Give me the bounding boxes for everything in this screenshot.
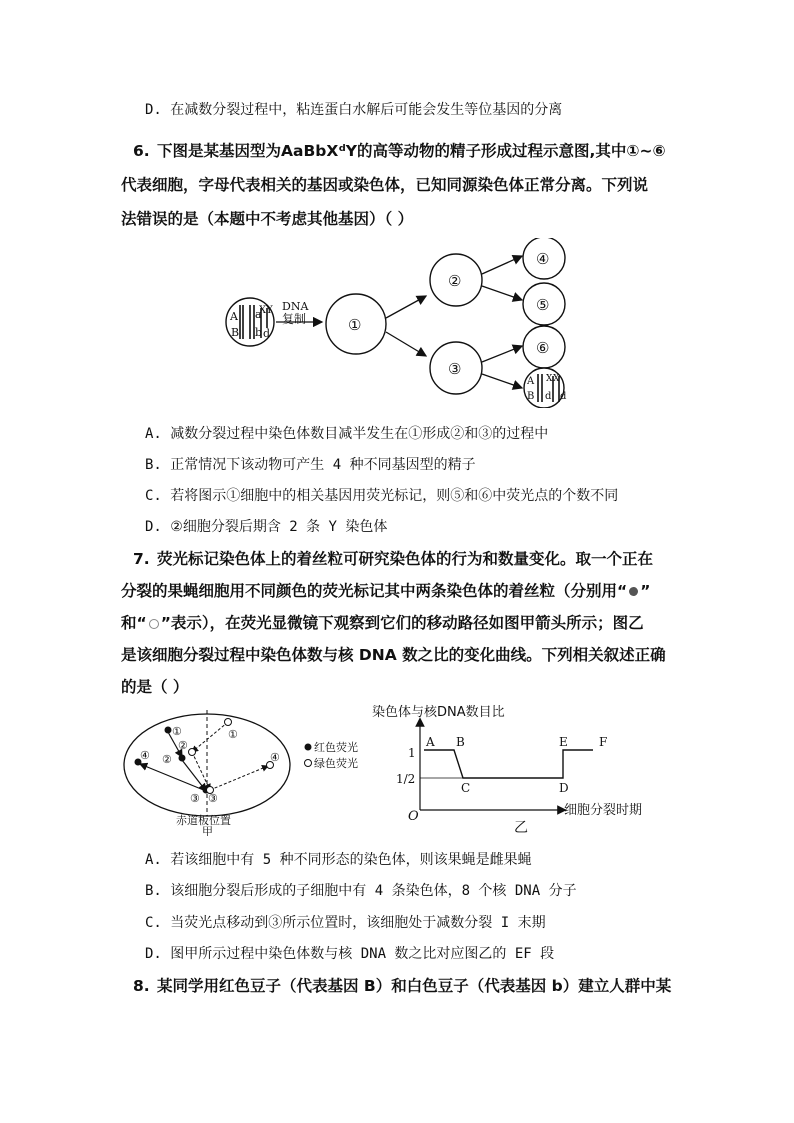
cell-6-label: ⑥ <box>536 339 550 357</box>
q6-option-b: B. 正常情况下该动物可产生 4 种不同基因型的精子 <box>145 457 476 473</box>
yi-curve <box>424 750 593 778</box>
q5-option-d: D. 在减数分裂过程中，粘连蛋白水解后可能会发生等位基因的分离 <box>145 102 563 118</box>
final-gene-B: B <box>527 391 535 402</box>
cell-3-label: ③ <box>448 360 462 378</box>
replicate-label: 复制 <box>282 312 307 326</box>
final-gene-A: A <box>527 376 535 387</box>
jia-label-2a: ② <box>178 739 188 752</box>
red-dot-2 <box>179 755 186 762</box>
jia-caption-label: 甲 <box>202 825 213 836</box>
cell-outline <box>124 714 290 816</box>
dna-label: DNA <box>282 300 309 313</box>
green-dot-2 <box>189 749 196 756</box>
yi-point-E: E <box>559 735 568 749</box>
gene-a: a <box>255 308 262 321</box>
yi-caption: 乙 <box>514 820 528 834</box>
cell-4-label: ④ <box>536 250 550 268</box>
q7-stem-line-2 <box>121 581 650 601</box>
q6-option-d: D. ②细胞分裂后期含 2 条 Y 染色体 <box>145 519 388 535</box>
q7-stem-text-2a: 分裂的果蝇细胞用不同颜色的荧光标记其中两条染色体的着丝粒（分别用“ <box>121 582 628 600</box>
yi-ytick-1: 1 <box>408 746 416 760</box>
yi-point-B: B <box>456 735 465 749</box>
q7-stem-line-4: 是该细胞分裂过程中染色体数与核 DNA 数之比的变化曲线。下列相关叙述正确 <box>121 646 666 664</box>
legend-green-dot <box>305 760 312 767</box>
q7-option-d: D. 图甲所示过程中染色体数与核 DNA 数之比对应图乙的 EF 段 <box>145 946 555 962</box>
q7-figure-jia <box>120 706 380 836</box>
q7-stem-line-5: 的是（ ） <box>121 678 189 696</box>
jia-label-4-red: ④ <box>140 749 150 762</box>
q7-option-a: A. 若该细胞中有 5 种不同形态的染色体，则该果蝇是雌果蝇 <box>145 852 532 868</box>
q7-stem-line-3 <box>121 613 644 633</box>
red-dot-symbol <box>629 587 638 596</box>
q6-start-cell <box>226 298 274 346</box>
q8-number: 8. <box>133 977 150 995</box>
q7-stem-text-3a: 和“ <box>121 614 147 632</box>
q8-stem-line-1 <box>133 976 671 996</box>
yi-point-D: D <box>559 781 569 795</box>
q6-stem-text-1: 下图是某基因型为AaBbXᵈY的高等动物的精子形成过程示意图,其中①~⑥ <box>157 142 666 160</box>
cell-1-label: ① <box>348 316 362 334</box>
jia-label-1-red: ① <box>172 725 182 738</box>
gene-A: A <box>230 310 238 323</box>
q6-option-a: A. 减数分裂过程中染色体数目减半发生在①形成②和③的过程中 <box>145 426 549 442</box>
jia-label-3b: ③ <box>208 792 218 805</box>
q7-option-c: C. 当荧光点移动到③所示位置时，该细胞处于减数分裂 I 末期 <box>145 915 546 931</box>
q8-stem-text-1: 某同学用红色豆子（代表基因 B）和白色豆子（代表基因 b）建立人群中某 <box>157 977 672 995</box>
legend-green-label: 绿色荧光 <box>314 757 358 770</box>
green-dot-symbol <box>149 619 159 629</box>
q6-stem-line-2: 代表细胞，字母代表相关的基因或染色体，已知同源染色体正常分离。下列说 <box>121 176 649 194</box>
yi-ytick-half: 1/2 <box>396 772 416 786</box>
q6-option-c: C. 若将图示①细胞中的相关基因用荧光标记，则⑤和⑥中荧光点的个数不同 <box>145 488 619 504</box>
green-dot-1 <box>225 719 232 726</box>
q7-figure-yi <box>368 702 668 834</box>
cell-5-label: ⑤ <box>536 296 550 314</box>
yi-origin: O <box>408 809 419 824</box>
q7-stem-text-3b: ”表示），在荧光显微镜下观察到它们的移动路径如图甲箭头所示；图乙 <box>160 614 644 632</box>
gene-B: B <box>231 326 240 339</box>
yi-point-C: C <box>461 781 471 795</box>
q6-final-cell <box>524 368 567 408</box>
q6-stem-line-3: 法错误的是（本题中不考虑其他基因）（ ） <box>121 210 414 228</box>
yi-point-F: F <box>599 735 608 749</box>
chrom-X: X <box>259 305 267 316</box>
gene-d: d <box>263 327 271 340</box>
jia-label-2b: ② <box>162 753 172 766</box>
yi-ylabel: 染色体与核DNA数目比 <box>372 705 505 720</box>
yi-xlabel: 细胞分裂时期 <box>564 803 643 818</box>
jia-label-4-green: ④ <box>270 751 280 764</box>
q6-figure <box>220 238 580 408</box>
legend-red-label: 红色荧光 <box>314 741 358 754</box>
legend-red-dot <box>305 744 312 751</box>
q7-stem-line-1 <box>133 549 653 569</box>
yi-point-A: A <box>426 735 435 749</box>
final-chrom-X1: X <box>546 374 553 384</box>
final-gene-d1: d <box>545 391 552 402</box>
q6-number: 6. <box>133 142 150 160</box>
final-gene-d2: d <box>560 391 567 402</box>
red-dot-1 <box>165 727 172 734</box>
q7-option-b: B. 该细胞分裂后形成的子细胞中有 4 条染色体，8 个核 DNA 分子 <box>145 883 577 899</box>
chrom-Y: Y <box>266 305 273 316</box>
jia-label-1-green: ① <box>228 728 238 741</box>
jia-label-3a: ③ <box>190 792 200 805</box>
q7-stem-text-1: 荧光标记染色体上的着丝粒可研究染色体的行为和数量变化。取一个正在 <box>157 550 654 568</box>
jia-caption-equator: 赤道板位置 <box>176 814 231 827</box>
q6-stem-line-1 <box>133 141 666 161</box>
final-chrom-X2: X <box>553 374 560 384</box>
q7-stem-text-2b: ” <box>640 582 651 600</box>
cell-2-label: ② <box>448 272 462 290</box>
q7-number: 7. <box>133 550 150 568</box>
gene-b: b <box>255 326 263 339</box>
